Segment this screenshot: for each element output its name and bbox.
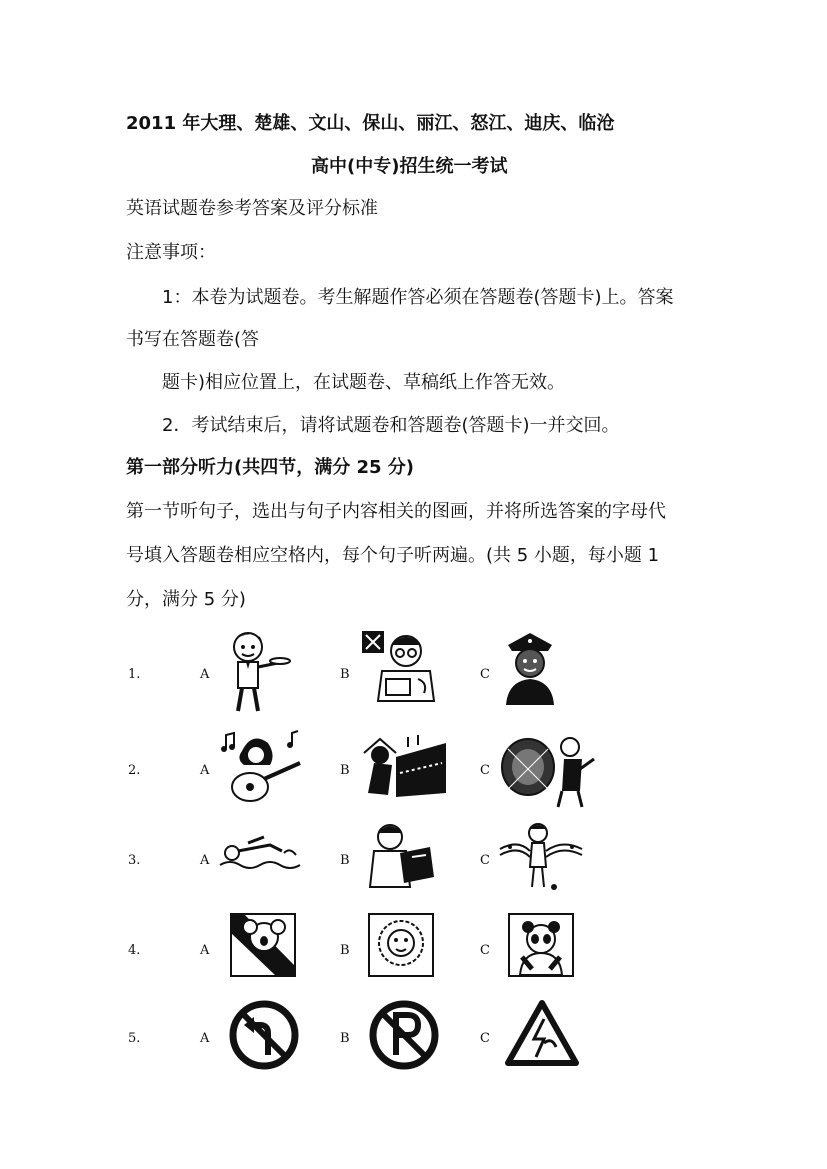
option-label-c: C <box>480 853 490 868</box>
option-label-c: C <box>480 943 490 958</box>
option-label-b: B <box>340 667 350 682</box>
koala-icon <box>230 913 296 977</box>
section1-line-3: 分，满分 5 分) <box>126 589 246 610</box>
waiter-icon <box>220 627 292 717</box>
drummer-icon <box>498 729 598 809</box>
high-voltage-warning-icon <box>504 999 580 1067</box>
notice-item-1-line-1: 1：本卷为试题卷。考生解题作答必须在答题卷(答题卡)上。答案 <box>162 287 674 308</box>
question-number: 4. <box>128 943 141 958</box>
question-row <box>120 817 620 907</box>
guitar-player-icon <box>220 729 310 809</box>
no-left-turn-sign-icon <box>228 999 300 1071</box>
option-label-b: B <box>340 853 350 868</box>
notice-item-2: 2．考试结束后，请将试题卷和答题卷(答题卡)一并交回。 <box>162 415 620 436</box>
question-row <box>120 907 620 997</box>
option-label-b: B <box>340 763 350 778</box>
option-label-c: C <box>480 763 490 778</box>
question-row <box>120 725 620 815</box>
title-line-2: 高中(中专)招生统一考试 <box>311 156 508 177</box>
question-number: 2. <box>128 763 141 778</box>
section1-line-1: 第一节听句子，选出与句子内容相关的图画，并将所选答案的字母代 <box>126 501 666 522</box>
option-label-a: A <box>200 763 210 778</box>
part1-heading: 第一部分听力(共四节，满分 25 分) <box>126 457 415 478</box>
swimmer-icon <box>218 835 302 875</box>
police-officer-icon <box>500 627 560 707</box>
no-parking-sign-icon <box>368 999 440 1071</box>
question-number: 3. <box>128 853 141 868</box>
option-label-a: A <box>200 667 210 682</box>
option-label-b: B <box>340 1031 350 1046</box>
option-label-c: C <box>480 1031 490 1046</box>
option-label-a: A <box>200 943 210 958</box>
question-row <box>120 995 620 1085</box>
section1-line-2: 号填入答题卷相应空格内，每个句子听两遍。(共 5 小题，每小题 1 <box>126 545 660 566</box>
title-line-1: 2011 年大理、楚雄、文山、保山、丽江、怒江、迪庆、临沧 <box>126 113 615 134</box>
notice-item-1-line-3: 题卡)相应位置上，在试题卷、草稿纸上作答无效。 <box>162 372 566 393</box>
subtitle: 英语试题卷参考答案及评分标准 <box>126 198 378 219</box>
option-label-a: A <box>200 1031 210 1046</box>
pianist-icon <box>360 733 450 803</box>
question-number: 5. <box>128 1031 141 1046</box>
reader-icon <box>364 821 438 891</box>
notice-item-1-line-2: 书写在答题卷(答 <box>126 329 260 350</box>
option-label-a: A <box>200 853 210 868</box>
option-label-c: C <box>480 667 490 682</box>
panda-icon <box>508 913 574 977</box>
lion-icon <box>368 913 434 977</box>
option-label-b: B <box>340 943 350 958</box>
question-number: 1. <box>128 667 141 682</box>
question-row <box>120 625 620 715</box>
doctor-icon <box>360 627 445 707</box>
notice-heading: 注意事项： <box>126 242 216 263</box>
singer-icon <box>498 821 584 893</box>
